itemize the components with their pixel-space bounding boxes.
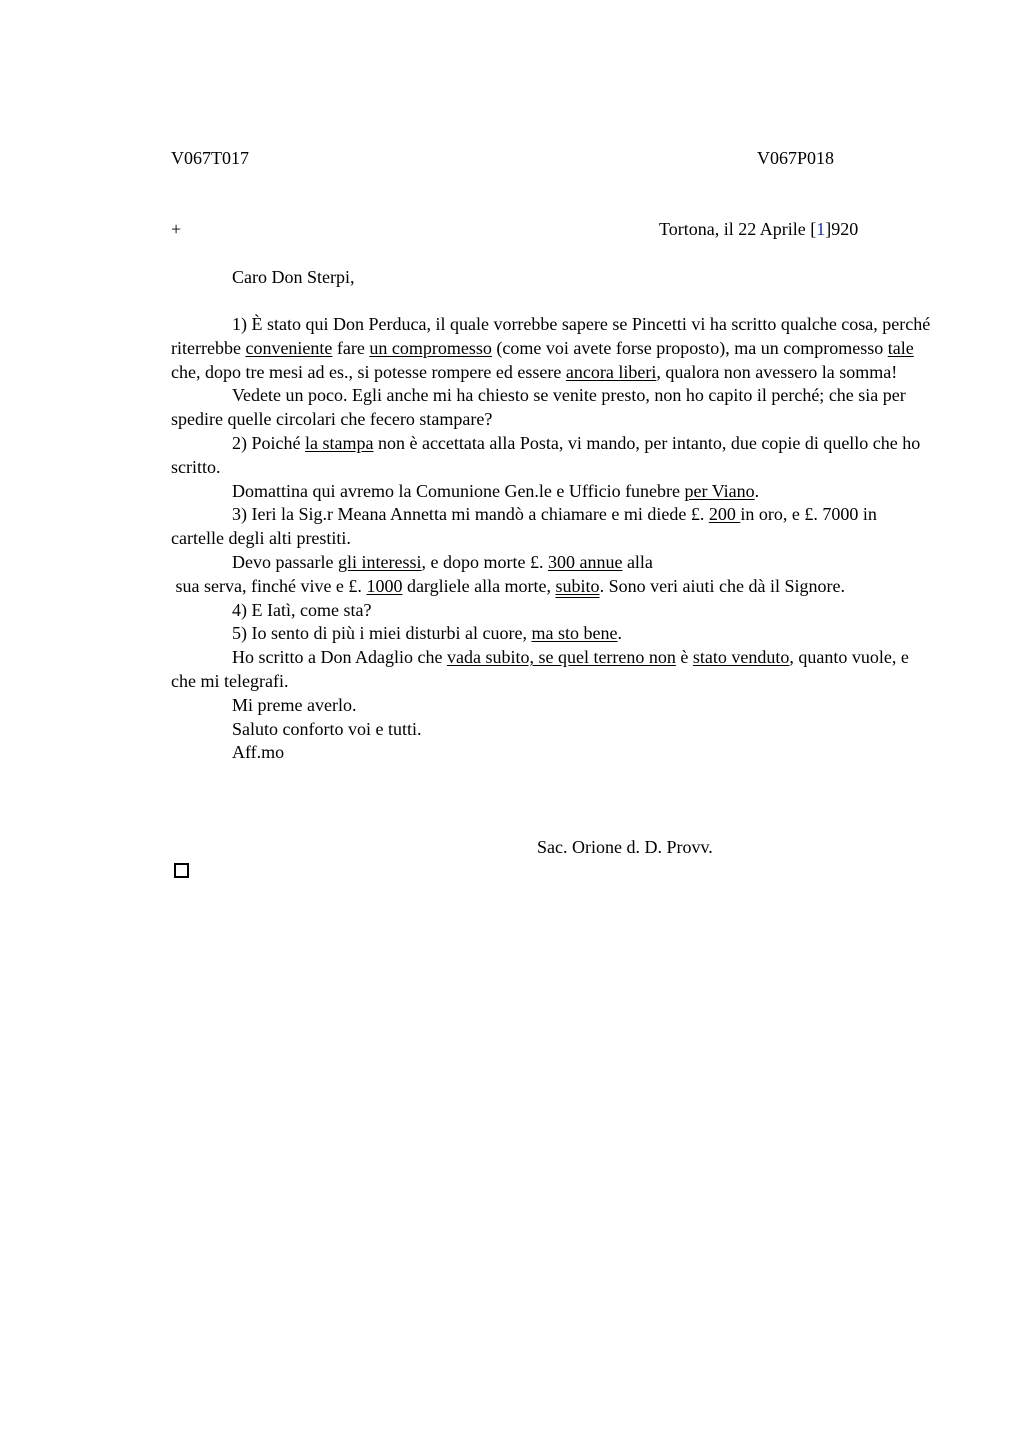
p4-underlined-1: per Viano [684,480,755,501]
p6-text-a: Devo passarle [232,551,338,572]
place-date-bracket-digit: 1 [816,219,826,239]
p3-text-a: 2) Poiché [232,432,305,453]
p1-text-b: fare [332,337,370,358]
p10-underlined-2: stato venduto [692,647,790,668]
p1-text-e: , qualora non avessero la somma! [656,361,898,382]
p5-text-b: in oro, e £. 7000 in cartelle degli alti prestiti. [171,504,877,549]
p10-text-c: , quanto vuole, e che mi telegrafi. [171,647,909,691]
p7-text-a: sua serva, finché vive e £. [171,575,367,596]
p6-text-c: alla [622,551,653,572]
p9-text-a: 5) Io sento di più i miei disturbi al cuore, [232,623,532,644]
paragraph-9 [171,622,931,646]
p6-underlined-1: gli interessi [337,551,422,572]
paragraph-5 [171,503,931,551]
place-date-suffix: ]920 [825,219,859,239]
cross-mark: + [171,219,182,239]
paragraph-11: Mi preme averlo. [232,694,357,715]
p7-text-c: . Sono veri aiuti che dà il Signore. [599,575,846,596]
paragraph-12: Saluto conforto voi e tutti. [232,718,422,739]
p7-double-underlined-2: subito [555,575,600,596]
p9-underlined-1: ma sto bene [531,623,618,644]
square-symbol-icon [174,863,189,878]
p7-text-b: dargliele alla morte, [402,575,556,596]
p1-text-d: che, dopo tre mesi ad es., si potesse rompere ed essere [171,361,566,382]
signature: Sac. Orione d. D. Provv. [537,837,713,857]
paragraph-10 [171,646,931,694]
paragraph-13: Aff.mo [232,742,285,763]
p1-text-a: 1) È stato qui Don Perduca, il quale vorrebbe sapere se Pincetti vi ha scritto qualche cosa, perché riterrebbe [171,314,931,358]
paragraph-3 [171,432,931,480]
left-reference-code: V067T017 [171,148,249,168]
p10-text-b: è [675,647,693,668]
paragraph-8: 4) E Iatì, come sta? [232,599,372,620]
paragraph-7 [171,575,931,599]
p6-text-b: , e dopo morte £. [421,551,548,572]
p10-text-a: Ho scritto a Don Adaglio che [232,647,447,668]
p7-underlined-1: 1000 [366,575,403,596]
p9-text-b: . [617,623,622,644]
paragraph-4 [171,480,931,504]
p1-underlined-1: conveniente [245,337,333,358]
p4-text-a: Domattina qui avremo la Comunione Gen.le e Ufficio funebre [232,480,685,501]
p4-text-b: . [754,480,760,501]
place-date [659,218,858,242]
salutation: Caro Don Sterpi, [232,267,355,287]
p1-underlined-4: ancora liberi [565,361,657,382]
p5-text-a: 3) Ieri la Sig.r Meana Annetta mi mandò a chiamare e mi diede £. [232,504,709,525]
paragraph-1 [171,313,931,384]
paragraph-6 [171,551,931,575]
p1-underlined-3: tale [887,337,914,358]
p5-underlined-1: 200 [708,504,741,525]
p1-text-c: (come voi avete forse proposto), ma un compromesso [491,337,888,358]
p1-underlined-2: un compromesso [369,337,492,358]
place-date-prefix: Tortona, il 22 Aprile [ [659,219,817,239]
p6-underlined-2: 300 annue [547,551,623,572]
paragraph-2: Vedete un poco. Egli anche mi ha chiesto se venite presto, non ho capito il perché; che sia per spedire quelle circolari che fecero stampare? [171,385,906,430]
p3-text-b: non è accettata alla Posta, vi mando, per intanto, due copie di quello che ho scritto. [171,432,921,477]
p3-underlined-1: la stampa [304,432,374,453]
letter-body [171,313,931,765]
p10-underlined-1: vada subito, se quel terreno non [446,647,676,668]
right-reference-code: V067P018 [757,148,835,168]
